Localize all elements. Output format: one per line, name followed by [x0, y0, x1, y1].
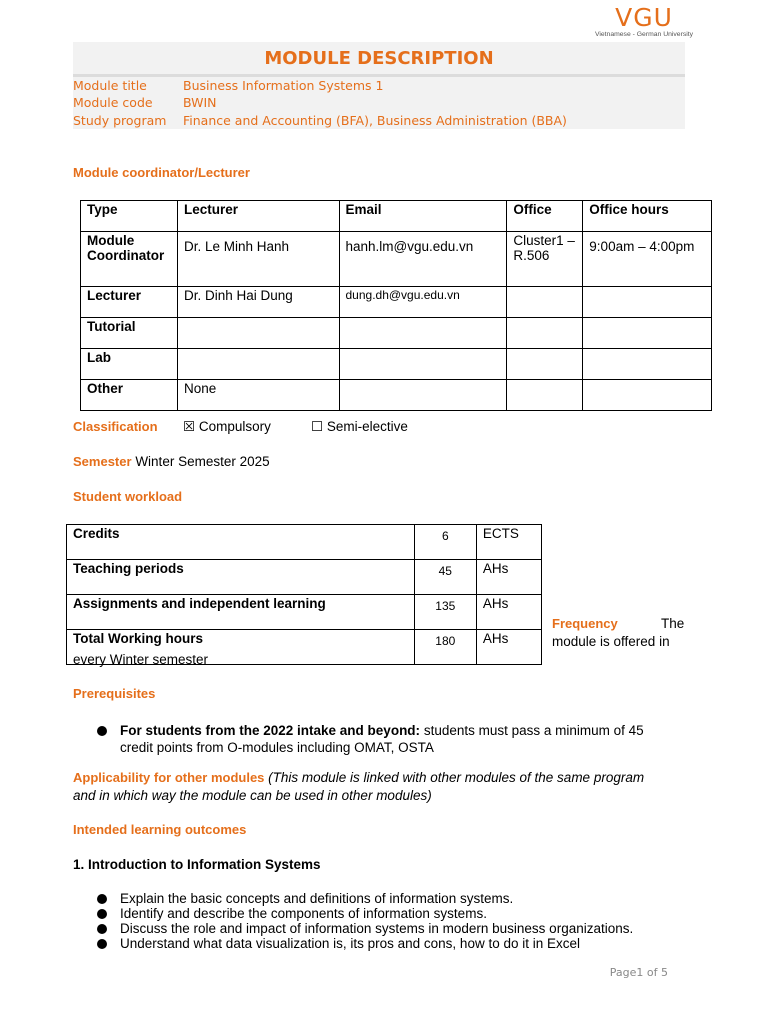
table-cell: 6 — [414, 525, 476, 560]
table-row — [67, 560, 542, 595]
table-cell — [583, 287, 712, 318]
table-cell — [177, 318, 339, 349]
bullet-icon — [97, 726, 107, 736]
table-cell — [339, 349, 507, 380]
table-cell: Dr. Le Minh Hanh — [177, 232, 339, 287]
table-cell: 45 — [414, 560, 476, 595]
table-cell: None — [177, 380, 339, 411]
prereq-text: students must pass a minimum of 45 — [420, 723, 644, 738]
table-header: Lecturer — [177, 201, 339, 232]
table-cell: ECTS — [476, 525, 541, 560]
prereq-text-cont: credit points from O-modules including OMAT, OSTA — [120, 740, 434, 755]
table-header: Office — [507, 201, 583, 232]
list-item-text: Understand what data visualization is, its pros and cons, how to do it in Excel — [120, 936, 580, 951]
table-cell — [339, 380, 507, 411]
table-cell: Dr. Dinh Hai Dung — [177, 287, 339, 318]
table-cell — [507, 318, 583, 349]
applicability-text-cont: and in which way the module can be used in other modules) — [73, 788, 432, 803]
compulsory-checkbox[interactable]: ☒ Compulsory — [183, 419, 271, 434]
coordinator-heading: Module coordinator/Lecturer — [73, 165, 250, 180]
info-value: BWIN — [183, 95, 217, 110]
table-cell — [583, 318, 712, 349]
page-title: MODULE DESCRIPTION — [264, 48, 494, 69]
vgu-logo — [590, 3, 698, 38]
table-cell: Lecturer — [81, 287, 178, 318]
table-cell: 135 — [414, 595, 476, 630]
applicability-label: Applicability for other modules — [73, 770, 265, 785]
prereq-bold: For students from the 2022 intake and beyond: — [120, 723, 421, 738]
table-cell — [507, 287, 583, 318]
table-cell: Module Coordinator — [81, 232, 178, 287]
table-cell: 180 — [414, 630, 476, 665]
table-header-row — [81, 201, 712, 232]
bullet-icon — [97, 909, 107, 919]
semi-elective-checkbox[interactable]: ☐ Semi-elective — [311, 419, 408, 434]
frequency-label: Frequency — [552, 616, 618, 631]
module-info — [73, 77, 685, 129]
logo-mark: VGU — [615, 3, 673, 32]
table-cell — [583, 380, 712, 411]
info-value: Business Information Systems 1 — [183, 78, 384, 93]
table-cell: Assignments and independent learning — [67, 595, 415, 630]
table-cell — [177, 349, 339, 380]
workload-table — [66, 524, 542, 665]
table-cell — [507, 349, 583, 380]
lecturer-table — [80, 200, 712, 411]
table-cell: Lab — [81, 349, 178, 380]
page-number: Page1 of 5 — [609, 966, 668, 979]
applicability-text: (This module is linked with other modules of the same program — [264, 770, 645, 785]
list-item-text: Discuss the role and impact of information systems in modern business organizations. — [120, 921, 634, 936]
classification-label: Classification — [73, 419, 158, 434]
table-cell: Other — [81, 380, 178, 411]
table-row — [67, 595, 542, 630]
info-key: Module title — [73, 78, 147, 93]
table-cell: Credits — [67, 525, 415, 560]
table-row — [67, 525, 542, 560]
table-cell: Cluster1 –R.506 — [507, 232, 583, 287]
table-row — [81, 349, 712, 380]
table-row — [81, 380, 712, 411]
frequency-text: every Winter semester — [73, 652, 209, 667]
semester-line — [73, 454, 270, 469]
table-cell: AHs — [476, 560, 541, 595]
table-header: Email — [339, 201, 507, 232]
table-header: Office hours — [583, 201, 712, 232]
list-item-text: Explain the basic concepts and definitions of information systems. — [120, 891, 514, 906]
list-item-text: Identify and describe the components of information systems. — [120, 906, 487, 921]
outcomes-section-title: 1. Introduction to Information Systems — [73, 857, 321, 872]
bullet-icon — [97, 894, 107, 904]
prerequisites-heading: Prerequisites — [73, 686, 156, 701]
workload-heading: Student workload — [73, 489, 183, 504]
logo-subtitle: Vietnamese - German University — [594, 31, 694, 38]
applicability-line — [73, 770, 644, 785]
semester-value: Winter Semester 2025 — [135, 454, 270, 469]
title-band — [73, 42, 685, 77]
table-cell: AHs — [476, 630, 541, 665]
semester-label: Semester — [73, 454, 132, 469]
outcomes-heading: Intended learning outcomes — [73, 822, 247, 837]
info-key: Study program — [73, 113, 167, 128]
email-link[interactable]: hanh.lm@vgu.edu.vn — [339, 232, 507, 287]
table-cell — [583, 349, 712, 380]
table-cell — [507, 380, 583, 411]
table-cell: Total Working hours — [67, 630, 415, 665]
list-item-text — [120, 722, 644, 739]
bullet-icon — [97, 924, 107, 934]
table-row — [81, 232, 712, 287]
info-key: Module code — [73, 95, 153, 110]
table-cell — [339, 318, 507, 349]
table-cell: Teaching periods — [67, 560, 415, 595]
table-cell: AHs — [476, 595, 541, 630]
table-header: Type — [81, 201, 178, 232]
table-cell: 9:00am – 4:00pm — [583, 232, 712, 287]
email-link[interactable]: dung.dh@vgu.edu.vn — [339, 287, 507, 318]
table-cell: Tutorial — [81, 318, 178, 349]
info-value: Finance and Accounting (BFA), Business Administration (BBA) — [183, 113, 567, 128]
bullet-icon — [97, 939, 107, 949]
table-row — [81, 287, 712, 318]
frequency-text: module is offered in — [552, 634, 670, 649]
frequency-text: The — [661, 616, 685, 631]
table-row — [81, 318, 712, 349]
